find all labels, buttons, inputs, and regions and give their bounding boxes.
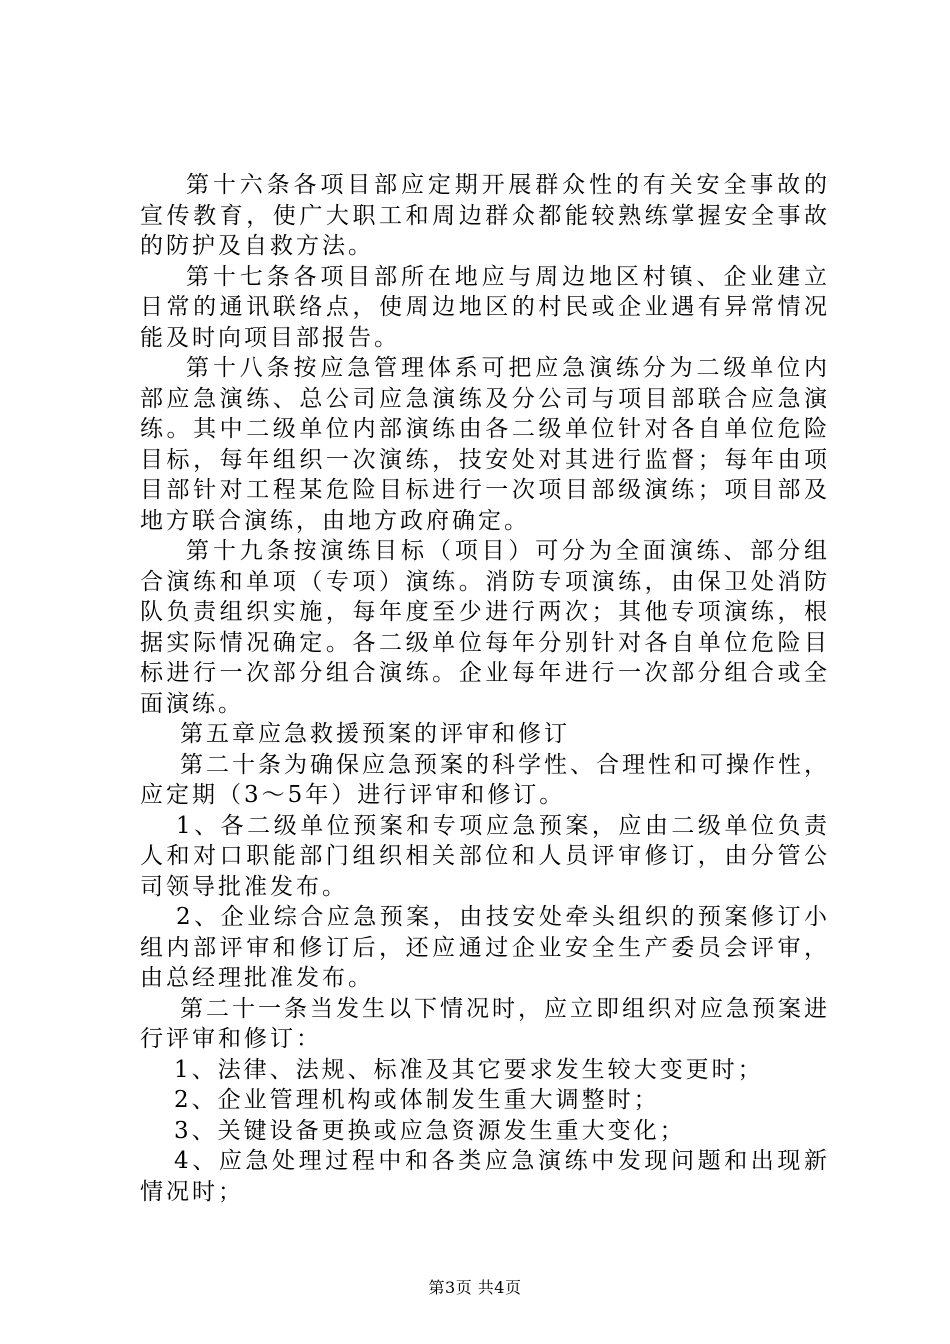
chapter-5-heading: 第五章应急救援预案的评审和修订 [180, 721, 570, 747]
article-21-item-1: 1、法律、法规、标准及其它要求发生较大变更时； [174, 1056, 764, 1083]
article-20-paragraph: 第二十条为确保应急预案的科学性、合理性和可操作性，应定期（3～5年）进行评审和修订。 [140, 751, 830, 808]
article-21-paragraph: 第二十一条当发生以下情况时，应立即组织对应急预案进行评审和修订： [140, 995, 830, 1052]
article-16-paragraph: 第十六条各项目部应定期开展群众性的有关安全事故的宣传教育，使广大职工和周边群众都能较熟练掌握安全事故的防护及自救方法。 [140, 172, 830, 259]
document-body [140, 170, 830, 1207]
article-21-item-2: 2、企业管理机构或体制发生重大调整时； [174, 1087, 660, 1113]
article-20-item-1: 1、各二级单位预案和专项应急预案，应由二级单位负责人和对口职能部门组织相关部位和人员评审修订，由分管公司领导批准发布。 [140, 812, 830, 900]
article-21-item-4: 4、应急处理过程中和各类应急演练中发现问题和出现新情况时； [140, 1148, 830, 1205]
article-17-paragraph: 第十七条各项目部所在地应与周边地区村镇、企业建立日常的通讯联络点，使周边地区的村民或企业遇有异常情况能及时向项目部报告。 [140, 263, 830, 351]
article-20-item-2: 2、企业综合应急预案，由技安处牵头组织的预案修订小组内部评审和修订后，还应通过企业安全生产委员会评审，由总经理批准发布。 [140, 904, 830, 991]
article-18-paragraph: 第十八条按应急管理体系可把应急演练分为二级单位内部应急演练、总公司应急演练及分公司与项目部联合应急演练。其中二级单位内部演练由各二级单位针对各自单位危险目标，每年组织一次演练，技安处对其进行监督；每年由项目部针对工程某危险目标进行一次项目部级演练；项目部及地方联合演练，由地方政府确定。 [140, 355, 830, 534]
article-19-paragraph: 第十九条按演练目标（项目）可分为全面演练、部分组合演练和单项（专项）演练。消防专项演练，由保卫处消防队负责组织实施，每年度至少进行两次；其他专项演练，根据实际情况确定。各二级单位每年分别针对各自单位危险目标进行一次部分组合演练。企业每年进行一次部分组合或全面演练。 [140, 538, 830, 717]
article-21-item-3: 3、关键设备更换或应急资源发生重大变化； [174, 1117, 686, 1144]
page-number-footer: 第3页 共4页 [428, 1278, 522, 1297]
